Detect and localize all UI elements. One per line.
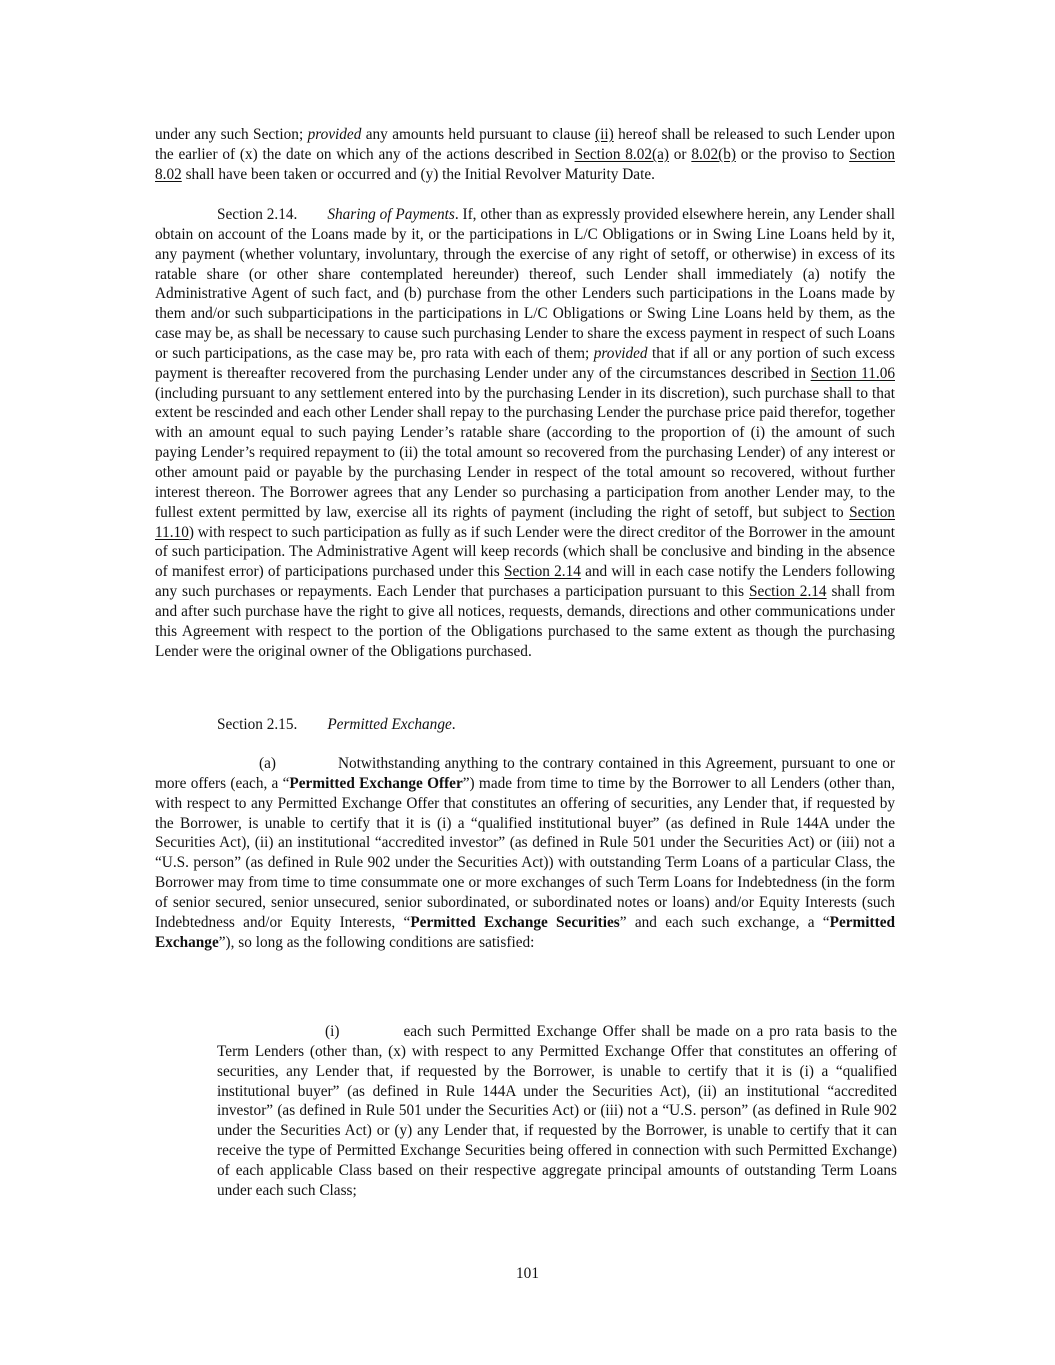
paragraph-continuation: under any such Section; provided any amounts held pursuant to clause (ii) hereof shall be released to such Lender upon the earlier of (x) the date on which any of the actions described in Section 8.02(a) or 8.02(b) or the proviso to Section 8.02 shall have been taken or occurred and (y) the Initial Revolver Maturity Date.	[155, 126, 896, 183]
page-number: 101	[516, 1265, 539, 1282]
defined-term: Permitted Exchange Offer	[289, 774, 463, 792]
section-2-15-heading: Section 2.15. Permitted Exchange.	[217, 716, 456, 733]
section-title: Sharing of Payments	[327, 206, 455, 223]
paragraph-label: (a)	[259, 755, 276, 772]
paragraph-a: (a) Notwithstanding anything to the contrary contained in this Agreement, pursuant to one or more offers (each, a “Permitted Exchange Offer”) made from time to time by the Borrower to all Lenders (other than, with respect to any Permitted Exchange Offer that constitutes an offering of securities, any Lender that, if requested by the Borrower, is unable to certify that it is (i) a “qualified institutional buyer” (as defined in Rule 144A under the Securities Act), (ii) an institutional “accredited investor” (as defined in Rule 501 under the Securities Act) or (iii) not a “U.S. person” (as defined in Rule 902 under the Securities Act)) with outstanding Term Loans of a particular Class, the Borrower may from time to time consummate one or more exchanges of such Term Loans for Indebtedness (in the form of senior secured, senior unsecured, senior subordinated, or subordinated notes or loans) and/or Equity Interests (such Indebtedness and/or Equity Interests, “Permitted Exchange Securities” and each such exchange, a “Permitted Exchange”), so long as the following conditions are satisfied:	[155, 755, 895, 951]
section-ref: Section 11.06	[810, 364, 895, 382]
defined-term: Permitted Exchange	[155, 913, 895, 951]
section-title: Permitted Exchange	[327, 716, 452, 733]
section-ref: Section 11.10	[155, 503, 895, 541]
paragraph-i: (i) each such Permitted Exchange Offer shall be made on a pro rata basis to the Term Lenders (other than, (x) with respect to any Permitted Exchange Offer that constitutes an offering of securities, any Lender that, if requested by the Borrower, is unable to certify that it is (i) a “qualified institutional buyer” (as defined in Rule 144A under the Securities Act), (ii) an institutional “accredited investor” (as defined in Rule 501 under the Securities Act) or (iii) not a “U.S. person” (as defined in Rule 902 under the Securities Act) or (y) any Lender that, if requested by the Borrower, is unable to certify that it can receive the type of Permitted Exchange Securities being offered in connection with such Permitted Exchange) of each applicable Class based on their respective aggregate principal amounts of outstanding Term Loans under each such Class;	[217, 1023, 897, 1199]
defined-term: Permitted Exchange Securities	[410, 913, 620, 931]
section-ref: 8.02(b)	[691, 145, 736, 163]
section-ref: Section 8.02(a)	[574, 145, 669, 163]
section-number: Section 2.14.	[217, 206, 298, 223]
section-2-14-paragraph: Section 2.14. Sharing of Payments. If, other than as expressly provided elsewhere herein, any Lender shall obtain on account of the Loans made by it, or the participations in L/C Obligations or in Swing Line Loans held by it, any payment (whether voluntary, involuntary, through the exercise of any right of setoff, or otherwise) in excess of its ratable share (or other share contemplated hereunder) thereof, such Lender shall immediately (a) notify the Administrative Agent of such fact, and (b) purchase from the other Lenders such participations in the Loans made by them and/or such subparticipations in the participations in L/C Obligations or Swing Line Loans held by them, as the case may be, as shall be necessary to cause such purchasing Lender to share the excess payment in respect of such Loans or such participations, as the case may be, pro rata with each of them; provided that if all or any portion of such excess payment is thereafter recovered from the purchasing Lender under any of the circumstances described in Section 11.06 (including pursuant to any settlement entered into by the purchasing Lender in its discretion), such purchase shall to that extent be rescinded and each other Lender shall repay to the purchasing Lender the purchase price paid therefor, together with an amount equal to such paying Lender’s ratable share (according to the proportion of (i) the amount of such paying Lender’s required repayment to (ii) the total amount so recovered from the purchasing Lender) of any interest or other amount paid or payable by the purchasing Lender in respect of the total amount so recovered, without further interest thereon. The Borrower agrees that any Lender so purchasing a participation from another Lender may, to the fullest extent permitted by law, exercise all its rights of payment (including the right of setoff, but subject to Section 11.10) with respect to such participation as fully as if such Lender were the direct creditor of the Borrower in the amount of such participation. The Administrative Agent will keep records (which shall be conclusive and binding in the absence of manifest error) of participations purchased under this Section 2.14 and will in each case notify the Lenders following any such purchases or repayments. Each Lender that purchases a participation pursuant to this Section 2.14 shall from and after such purchase have the right to give all notices, requests, demands, directions and other communications under this Agreement with respect to the portion of the Obligations purchased to the same extent as though the purchasing Lender were the original owner of the Obligations purchased.	[155, 206, 896, 660]
section-ref: Section 2.14	[503, 563, 581, 581]
section-number: Section 2.15.	[217, 716, 298, 733]
section-ref: Section 8.02	[155, 145, 895, 183]
clause-ref: (ii)	[595, 126, 614, 143]
paragraph-label: (i)	[325, 1023, 340, 1040]
section-ref: Section 2.14	[749, 583, 827, 601]
